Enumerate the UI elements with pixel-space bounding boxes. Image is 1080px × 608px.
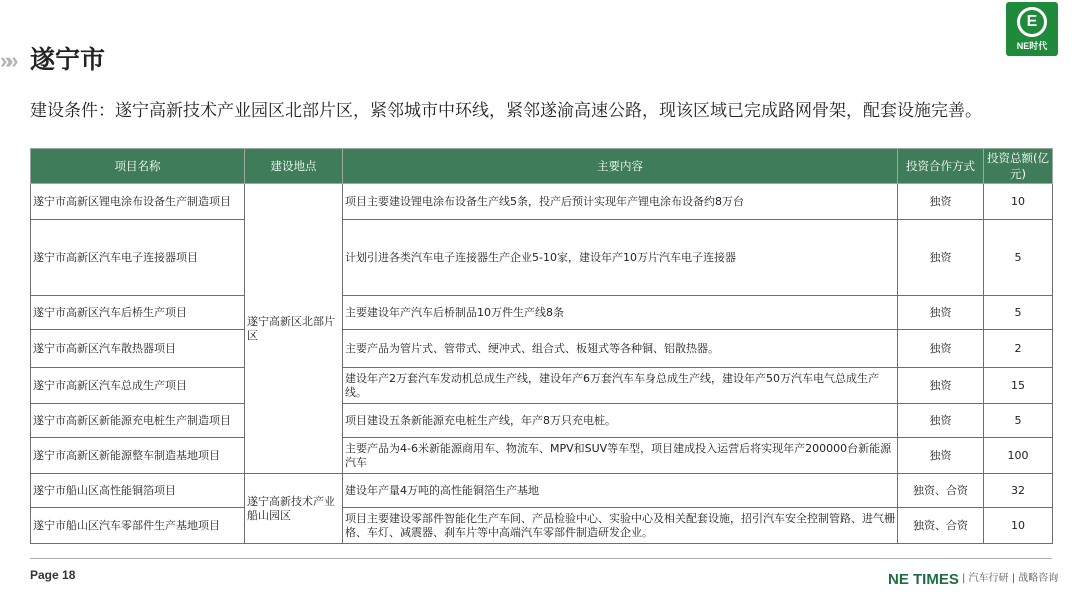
project-content: 项目主要建设锂电涂布设备生产线5条，投产后预计实现年产锂电涂布设备约8万台: [343, 184, 898, 220]
logo-mark-icon: E: [1017, 7, 1047, 37]
project-name: 遂宁市高新区新能源充电桩生产制造项目: [31, 404, 245, 438]
investment-mode: 独资: [898, 404, 984, 438]
project-name: 遂宁市高新区汽车后桥生产项目: [31, 296, 245, 330]
project-content: 建设年产2万套汽车发动机总成生产线，建设年产6万套汽车车身总成生产线，建设年产50万汽车电气总成生产线。: [343, 368, 898, 404]
investment-amount: 2: [984, 330, 1053, 368]
investment-amount: 32: [984, 474, 1053, 508]
investment-mode: 独资: [898, 296, 984, 330]
table-header-row: [31, 149, 1053, 184]
investment-mode: 独资: [898, 220, 984, 296]
project-content: 主要产品为4-6米新能源商用车、物流车、MPV和SUV等车型，项目建成投入运营后将实现年产200000台新能源汽车: [343, 438, 898, 474]
header-location: 建设地点: [245, 149, 343, 184]
project-content: 项目建设五条新能源充电桩生产线，年产8万只充电桩。: [343, 404, 898, 438]
project-content: 主要建设年产汽车后桥制品10万件生产线8条: [343, 296, 898, 330]
project-content: 主要产品为管片式、管带式、绠冲式、组合式、板翅式等各种铜、铝散热器。: [343, 330, 898, 368]
investment-mode: 独资: [898, 330, 984, 368]
brand-logo: [1006, 2, 1058, 56]
table-row: [31, 474, 1053, 508]
investment-mode: 独资: [898, 438, 984, 474]
construction-conditions: 建设条件：遂宁高新技术产业园区北部片区，紧邻城市中环线，紧邻遂渝高速公路，现该区域已完成路网骨架，配套设施完善。: [30, 101, 982, 121]
investment-mode: 独资: [898, 368, 984, 404]
investment-amount: 15: [984, 368, 1053, 404]
investment-amount: 100: [984, 438, 1053, 474]
project-location: 遂宁高新区北部片区: [245, 184, 343, 474]
project-table: [30, 148, 1053, 544]
page-title: 遂宁市: [30, 45, 106, 74]
project-name: 遂宁市船山区高性能铜箔项目: [31, 474, 245, 508]
project-name: 遂宁市高新区锂电涂布设备生产制造项目: [31, 184, 245, 220]
project-name: 遂宁市高新区汽车散热器项目: [31, 330, 245, 368]
table-row: [31, 508, 1053, 544]
header-investment-mode: 投资合作方式: [898, 149, 984, 184]
chevron-right-icon: »»: [0, 48, 13, 73]
logo-text: NE时代: [1016, 40, 1048, 51]
investment-mode: 独资、合资: [898, 508, 984, 544]
project-name: 遂宁市船山区汽车零部件生产基地项目: [31, 508, 245, 544]
table-row: [31, 368, 1053, 404]
table-row: [31, 438, 1053, 474]
header-project-name: 项目名称: [31, 149, 245, 184]
header-investment-amount: 投资总额(亿元): [984, 149, 1053, 184]
investment-amount: 5: [984, 404, 1053, 438]
investment-amount: 10: [984, 184, 1053, 220]
footer-tagline: | 汽车行研 | 战略咨询: [962, 573, 1059, 584]
project-name: 遂宁市高新区汽车总成生产项目: [31, 368, 245, 404]
page-number: Page 18: [30, 568, 76, 582]
project-content: 建设年产量4万吨的高性能铜箔生产基地: [343, 474, 898, 508]
table-row: [31, 184, 1053, 220]
table-row: [31, 404, 1053, 438]
footer-divider: [30, 558, 1052, 559]
investment-mode: 独资: [898, 184, 984, 220]
investment-amount: 10: [984, 508, 1053, 544]
table-row: [31, 330, 1053, 368]
investment-amount: 5: [984, 296, 1053, 330]
project-name: 遂宁市高新区新能源整车制造基地项目: [31, 438, 245, 474]
investment-amount: 5: [984, 220, 1053, 296]
table-row: [31, 220, 1053, 296]
project-name: 遂宁市高新区汽车电子连接器项目: [31, 220, 245, 296]
project-location: 遂宁高新技术产业船山园区: [245, 474, 343, 544]
project-content: 计划引进各类汽车电子连接器生产企业5-10家，建设年产10万片汽车电子连接器: [343, 220, 898, 296]
investment-mode: 独资、合资: [898, 474, 984, 508]
footer-brand: NE TIMES: [888, 571, 959, 588]
table-row: [31, 296, 1053, 330]
project-content: 项目主要建设零部件智能化生产车间、产品检验中心、实验中心及相关配套设施，招引汽车安全控制管路、进气栅格、车灯、减震器、刹车片等中高端汽车零部件制造研发企业。: [343, 508, 898, 544]
header-content: 主要内容: [343, 149, 898, 184]
